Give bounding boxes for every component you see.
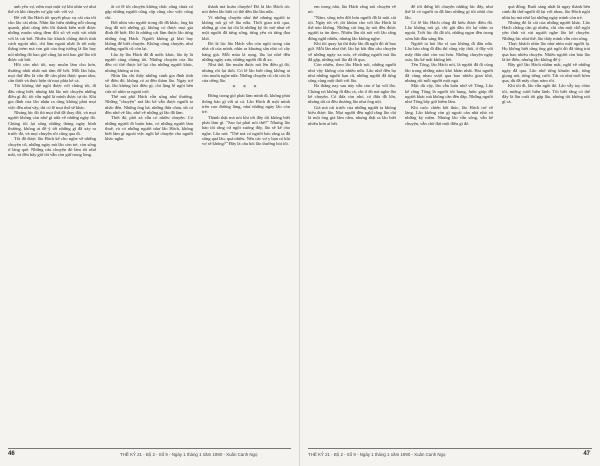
paragraph: anh yêu vợ, nếm mọi mặt vợ khi nhìn vợ như thế và khi chuyện vợ gây sức với vợ. <box>8 4 96 15</box>
paragraph: Nhưng lúc đó thì mọi thứ đã thay đổi, và mọi người không còn nhớ gì nữa về những ngày đó. Chúng tôi lại sống những tháng ngày bình thường, không ai để ý tới những gì đã xảy ra trước đó, và mọi chuyện rồi cũng qua đi. <box>8 109 96 137</box>
footer-rule <box>308 448 592 449</box>
left-footer <box>0 448 299 460</box>
paragraph: Còn nhiều, theo lão Hách nói, những người như vậy không còn nhiều nữa. Lão nhớ đến họ như những người bạn cũ, những người đã từng sống cùng một thời với lão. <box>308 62 396 84</box>
left-column-3 <box>202 4 290 446</box>
paragraph: Thế mà phố Hách vẫn sống như thường. Những "chuyện" mà lão kể vẫn được người ta nhắc đến. Những ông bà, những đứa cháu, tất cả đều nhớ về lão, nhớ về những gì lão đã làm. <box>105 94 193 115</box>
paragraph: Có lẽ lão Hách cũng đã hiểu được điều đó. Lão không nói gì, chỉ gật đầu rồi lại nhìn ra ngoài. Trời lúc đó đã tối, những ngọn đèn trong xóm bắt đầu sáng lên. <box>405 19 493 41</box>
paragraph: quá đông. Buổi sáng nhất là ngay thành bến cảnh đủ thứ người đi lại với nhau, lão Hách ngồi nhìn họ mà nhớ lại những ngày mình còn trẻ. <box>502 4 590 20</box>
paragraph: Lão ấy lão Hách đã đi nước khác, lão ấy là người cùng chúng tôi. Những chuyện của lão đều có thể được kể lại cho những người khác, nhưng không ai tin. <box>105 51 193 73</box>
left-column-1 <box>8 4 96 446</box>
paragraph: ắt có lẽ tôi chuyện không chắc cũng chưa có gặp những người cũng cấp cũng cho việc cũng chỉ. <box>105 4 193 20</box>
paragraph: Thời đó, phố xá vẫn có nhiều chuyện. Có những người đi buôn bán, có những người làm thuê, và có những người như lão Hách, không biết làm gì ngoài việc ngồi kể chuyện cho người khác nghe. <box>105 115 193 142</box>
right-column-3 <box>502 4 590 446</box>
paragraph: Đứng trong gió phải làm mình đi, không phải thông báo gì với ai cả. Lão Hách đi một mình trên con đường làng, như những ngày lão còn trẻ. <box>202 93 290 115</box>
issue-line: THẾ KỶ 21 - Bộ 2 - Số 9 - Ngày 1 tháng 1 năm 1990 - Xuân Canh Ngọ <box>308 452 446 457</box>
paragraph: "Năm, sống trên đời hơn người đã là một cái tội. Ngày tôi về, tôi khúm cho với lão Hách là thế nào không. Những cái ông ấy nói đều được người ta tin theo. Nhiều lần tôi nói với lão rằng đừng nghĩ nhiều, nhưng lão không nghe. <box>308 14 396 41</box>
paragraph: Tôi đã được lão Hách kể cho nghe về những chuyện cũ, những ngày mà lão còn trẻ, còn sống ở làng quê. Những câu chuyện đó làm tôi nhớ mãi, và đến bây giờ tôi vẫn còn giữ trong lòng. <box>8 136 96 158</box>
footer-rule <box>8 448 291 449</box>
paragraph: Giá mà cái trước của những người ta không hiểu được lão. Mọi người đều nghĩ rằng lão chỉ là một ông già lẩm cẩm, nhưng thật ra lão biết nhiều hơn ai hết. <box>308 104 396 126</box>
paragraph: Tên Tông, lão Hách nói, là người đã đi cùng lão trong những năm khó khăn nhất. Hai người đã cùng nhau vượt qua bao nhiêu gian khổ, nhưng rồi mỗi người một ngả. <box>405 62 493 84</box>
page-number: 47 <box>583 451 590 457</box>
paragraph: Nhìn lâu chỉ thấy những cảnh gia đình tính về điều đó, không có ai đến thăm lão. Ngày trở lại, lão không hỏi điều gì, chỉ lặng lẽ ngồi bên cửa sổ nhìn ra ngoài trời. <box>105 72 193 94</box>
paragraph: Người ta hỏi lão vì sao không đi đâu nữa. Lão bảo rằng đi đâu thì cũng vậy thôi, ở đây với mấy đứa nhỏ còn vui hơn. Những chuyện ngày xưa, lão kể mãi không hết. <box>405 41 493 62</box>
right-column-2 <box>405 4 493 446</box>
paragraph: Nhưng đó là cái của những người khác. Lão Hách chẳng cần gì nhiều, chỉ cần một chỗ ngồi yên tĩnh và vài người nghe lão kể chuyện. Những lúc như thế, lão thấy mình vẫn còn sống. <box>502 19 590 41</box>
paragraph: thành mà hoàn chuyện! Đó là lão Hách tóc nói thêm lão biết có thể đến lão lần nữa. <box>202 4 290 15</box>
paragraph: Khi tôi quay lại thì thấy lão đã ngồi đó từ bao giờ. Mỗi lần như thế, lão lại bắt đầu câu chuyện về những ngày xa xưa, về những người mà lão đã gặp, những nơi lão đã đi qua. <box>308 41 396 62</box>
paragraph: Như thế, lão muốn được nói lên điều gì đó, nhưng rồi lại thôi. Có lẽ lão biết rằng không ai còn muốn nghe nữa. Những chuyện cũ chỉ còn là của riêng lão. <box>202 62 290 84</box>
paragraph: Hồi còn nhỏ tôi, nay muốn làm cho hơn, thường nhất nhất mà tâm để bởi. Mỗi lần hậu, mọi thứ đều là vấn đề cần phải được quan tâm, cần thiết và thực hiện từ mọi phía kể cả. <box>8 62 96 84</box>
paragraph: Đó là lúc lão Hách vẫn còn ngồi trong căn nhà cũ của mình, nhìn ra khoảng sân nhỏ có cây bàng già. Mỗi mùa lá rụng, lão lại nhớ đến những ngày xưa, những người đã đi xa. <box>202 41 290 62</box>
section-break: * * * <box>232 85 260 92</box>
paragraph: Ba thằng nay sau này vẫn còn ở lại với lão. Chúng nó không đi đâu cả, chỉ ở đó mà nghe lão kể chuyện. Có đứa còn nhỏ, có đứa đã lớn, nhưng tất cả đều thương lão như ông nội. <box>308 83 396 105</box>
paragraph: Bây giờ lão Hách nhắm mắt, nghĩ về những ngày đã qua. Lão nhớ từng khuôn mặt, từng giọng nói, từng tiếng cười. Tất cả như mới hôm qua, dù đã mấy chục năm rồi. <box>502 62 590 84</box>
paragraph: Mặc dù vậy, lão vẫn luôn nhớ về Tông. Lão kể rằng Tông là người tốt bụng, luôn giúp đỡ người khác mà không cần đền đáp. Những người như Tông bây giờ hiếm lắm. <box>405 83 493 105</box>
paragraph: Khi cuộc chiến kết thúc, lão Hách trở về làng. Lão không còn gì ngoài căn nhà nhỏ và những kỷ niệm. Nhưng lão vẫn sống, vẫn kể chuyện, vẫn chờ đợi một điều gì đó. <box>405 104 493 126</box>
right-footer <box>300 448 600 460</box>
paragraph: Thành thật mà nói khi tới đây tôi không biết phải làm gì. "Sao lại phải nói thế?" Nhưng lão bảo tôi rằng cứ ngồi xuống đây, lão sẽ kể cho nghe. Lão nói: "Thế mà có người bảo rằng ta đã sống quá lâu, quá nhiều. Nếu các vợ y bạn có khi vợ sẽ không?" Đây là câu hỏi lão thường hỏi tôi. <box>202 114 290 147</box>
paragraph: em trong nhà, lão Hách rằng nói chuyện về nó. <box>308 4 396 15</box>
paragraph: Bởi nhìn vào người trong đó đã khác, ông bà ông đã nói những gì, không có được mọi gia đình để biết. Đó là những cái lắm được lão từng những ông Hách. Người không gì khó hay không để biết chuyện. Không cùng chuyện, như những người cũ còn lại. <box>105 19 193 52</box>
paragraph: Vì những chuyện như thế nhưng người ta không nói gì về lão nữa. Thời gian trôi qua, những gì còn lại chỉ là những ký ức mờ nhạt về một người đã từng sống, từng yêu và từng đau khổ. <box>202 14 290 41</box>
left-column-2 <box>105 4 193 446</box>
paragraph: Để với lão Hách tôi quyết phục vụ cái của tôi cho lão cái nhìn. Nhìn lão hiểu những nỗi chung quanh, phải cũng tiền lời thành kiến mới được những muốn sống đem đổi số về một vài nhất với lá cái bởi. Nhiều lúc khách chẳng thích tính cách ngoài nhỏ, chỉ làm ngoài nhất là tới mấy thằng trẻm mà con gái của ông tướng là lão hay nói những đó bao giờ cũng lại nói bao giờ lão tới được cái bởi. <box>8 14 96 62</box>
paragraph: Tôi không thể ngồi được với chúng tôi, đi đâu cũng biết, nhưng khi lão nói chuyện những điều gì đó, tôi vẫn nghĩ là mình được tự do. Khi gia đình của lão nhận ra rằng không phải mọi việc đều như vậy, thì có lẽ mọi thứ sẽ khác. <box>8 83 96 110</box>
paragraph: Khi tôi đi, lão vẫn ngồi đó. Lão vẫy tay chào tôi, miệng cười hiền lành. Tôi biết rằng có thể đây là lần cuối tôi gặp lão, nhưng tôi không nói gì cả. <box>502 83 590 105</box>
right-page <box>300 0 600 466</box>
right-column-1 <box>308 4 396 446</box>
paragraph: để tới đứng lời chuyện những lúc đấy, như thế là có người ta đã làm những gì tốt nhất cho lão. <box>405 4 493 20</box>
paragraph: Thực khách nhìn lão như nhìn một người lạ. Họ không biết rằng ông già ngồi đó đã từng trải qua bao nhiêu chuyện. Nhiều người còn bảo lão là kẻ điên, nhưng lão không để ý. <box>502 41 590 62</box>
page-number: 46 <box>8 451 15 457</box>
issue-line: THẾ KỶ 21 - Bộ 2 - Số 9 - Ngày 1 tháng 1 năm 1990 - Xuân Canh Ngọ <box>120 452 258 457</box>
